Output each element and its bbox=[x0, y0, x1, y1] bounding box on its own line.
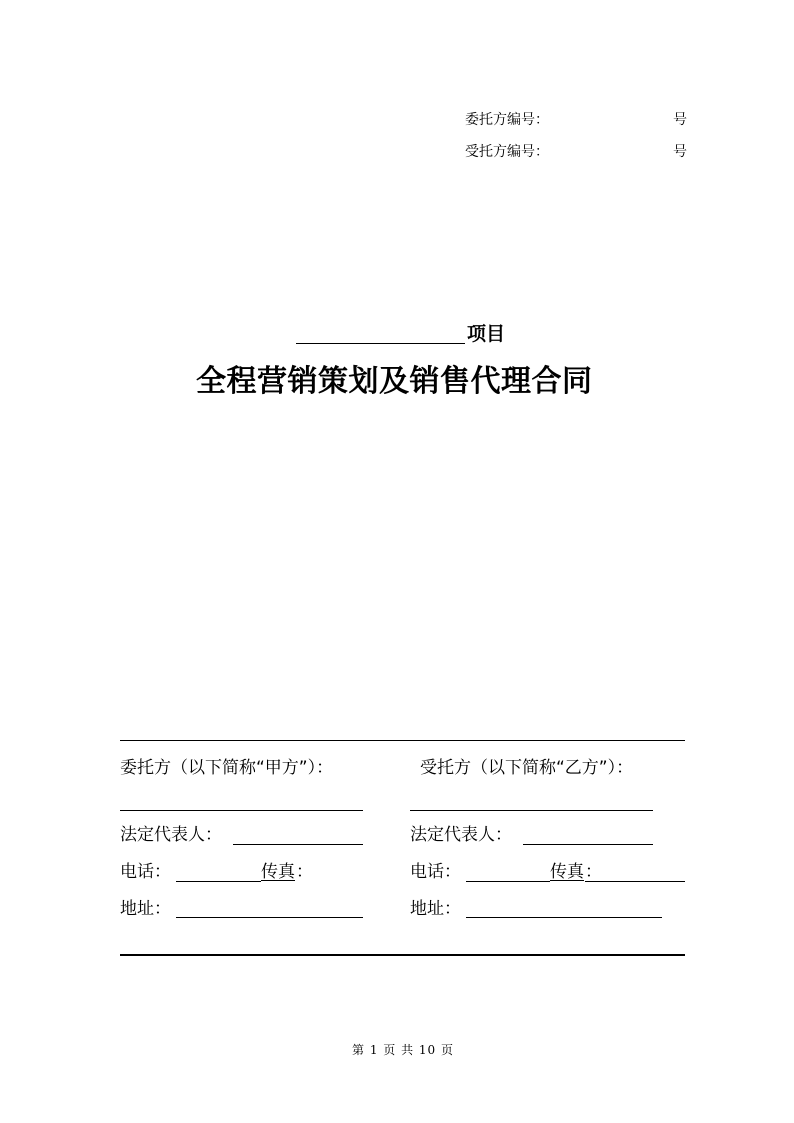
party-b-address-label: 地址： bbox=[410, 899, 461, 919]
party-a-phone-label: 电话： bbox=[120, 862, 171, 882]
main-title: 全程营销策划及销售代理合同 bbox=[196, 364, 593, 399]
party-b-phone-label: 电话： bbox=[410, 862, 461, 882]
party-b-fax-label: 传真 bbox=[550, 862, 584, 882]
party-a-fax-colon: ： bbox=[296, 862, 313, 882]
party-b-fax-blank bbox=[585, 881, 685, 882]
party-b-legal-rep-label: 法定代表人： bbox=[410, 825, 512, 845]
party-a-address-label: 地址： bbox=[120, 899, 171, 919]
party-b-legal-rep-blank bbox=[523, 844, 653, 845]
project-name-blank bbox=[296, 325, 465, 344]
party-a-legal-rep-label: 法定代表人： bbox=[120, 825, 222, 845]
party-b-heading: 受托方（以下简称“乙方”）： bbox=[420, 758, 634, 778]
party-b-phone-blank bbox=[466, 881, 550, 882]
party-a-name-blank bbox=[120, 810, 363, 811]
party-a-phone-blank bbox=[176, 881, 261, 882]
client-serial-label: 委托方编号： bbox=[465, 112, 549, 128]
bottom-rule bbox=[120, 954, 685, 956]
party-a-heading: 委托方（以下简称“甲方”）： bbox=[120, 758, 334, 778]
party-b-address-blank bbox=[466, 917, 662, 918]
project-word: 项目 bbox=[467, 323, 506, 345]
top-rule bbox=[120, 740, 685, 741]
party-a-address-blank bbox=[176, 917, 363, 918]
client-serial-suffix: 号 bbox=[673, 112, 687, 128]
page-number: 第 1 页 共 10 页 bbox=[352, 1043, 454, 1057]
party-a-legal-rep-blank bbox=[233, 844, 363, 845]
agent-serial-label: 受托方编号： bbox=[465, 144, 549, 160]
party-b-name-blank bbox=[410, 810, 653, 811]
party-b-fax-colon: ： bbox=[585, 862, 602, 882]
agent-serial-suffix: 号 bbox=[673, 144, 687, 160]
party-a-fax-label: 传真 bbox=[261, 862, 295, 882]
